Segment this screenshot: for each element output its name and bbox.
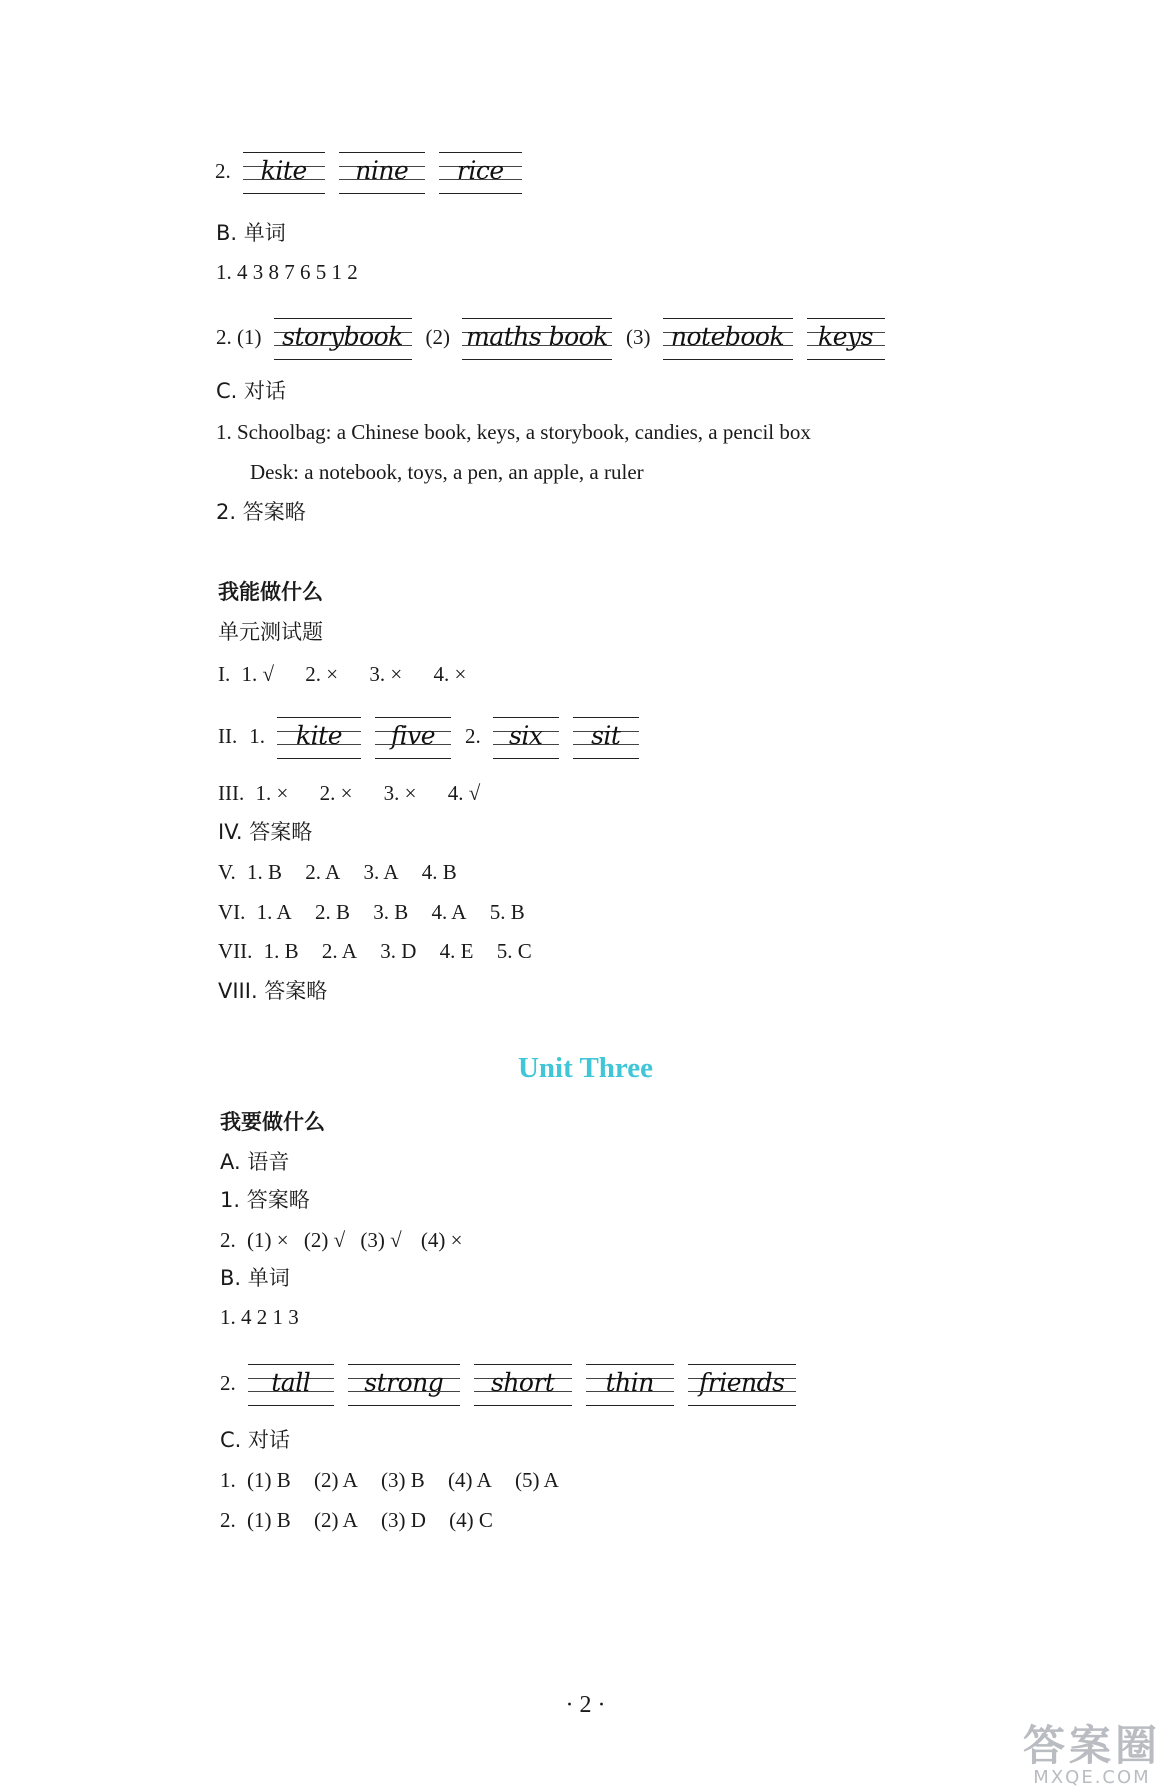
- answer-item: 1. B: [246, 860, 282, 884]
- answer-item: 1. √: [241, 662, 275, 686]
- row-label: 2.: [220, 1228, 236, 1252]
- row-label: 2.: [220, 1508, 236, 1532]
- section-title: 我能做什么: [218, 580, 323, 604]
- answer-item: 3. A: [363, 860, 399, 884]
- handwriting-row-b2: [216, 318, 899, 360]
- answer-line: Desk: a notebook, toys, a pen, an apple, a ruler: [250, 460, 644, 484]
- answer-item: (3) B: [381, 1468, 425, 1492]
- answer-item: (2) √: [303, 1228, 346, 1252]
- handwriting-word: five: [375, 717, 451, 759]
- row-label: VI.: [218, 900, 246, 924]
- handwriting-word: maths book: [462, 318, 612, 360]
- answer-line: 1. 4 3 8 7 6 5 1 2: [216, 260, 358, 284]
- row-label: 2. (1): [216, 325, 262, 349]
- answer-item: (4) C: [449, 1508, 493, 1532]
- answer-item: 4. E: [439, 939, 474, 963]
- unit-title: Unit Three: [517, 1052, 654, 1084]
- answer-line: [218, 941, 558, 962]
- answer-item: 1. A: [256, 900, 292, 924]
- section-heading: B. 单词: [220, 1266, 290, 1290]
- answer-line: [220, 1230, 488, 1251]
- handwriting-word: short: [474, 1364, 572, 1406]
- row-label: 2.: [220, 1371, 236, 1395]
- answer-line: [218, 664, 492, 685]
- answer-item: 2. A: [321, 939, 357, 963]
- handwriting-word: nine: [339, 152, 425, 194]
- answer-item: 4. A: [431, 900, 467, 924]
- answer-item: (2) A: [314, 1508, 358, 1532]
- handwriting-word: kite: [243, 152, 325, 194]
- answer-item: 4. B: [421, 860, 457, 884]
- handwriting-row-top: [215, 152, 536, 194]
- row-label: III.: [218, 781, 245, 805]
- answer-item: 3. D: [380, 939, 417, 963]
- answer-item: (5) A: [515, 1468, 559, 1492]
- row-label: 2.: [465, 724, 481, 748]
- handwriting-row-u3b2: [220, 1364, 810, 1406]
- watermark-logo: 答案圈: [1022, 1721, 1161, 1770]
- answer-item: 2. B: [314, 900, 350, 924]
- row-label: (3): [626, 325, 651, 349]
- handwriting-word: sit: [573, 717, 639, 759]
- answer-item: 3. ×: [383, 781, 417, 805]
- answer-line: [218, 902, 551, 923]
- handwriting-word: keys: [807, 318, 885, 360]
- row-label: 2.: [215, 159, 231, 183]
- answer-item: (3) √: [360, 1228, 402, 1252]
- answer-item: (4) ×: [420, 1228, 463, 1252]
- answer-item: 4. ×: [433, 662, 467, 686]
- row-label: 1.: [249, 724, 265, 748]
- row-label: VII.: [218, 939, 253, 963]
- handwriting-word: kite: [277, 717, 361, 759]
- handwriting-word: friends: [688, 1364, 796, 1406]
- page-number: · 2 ·: [565, 1692, 606, 1718]
- handwriting-word: rice: [439, 152, 522, 194]
- answer-line: 1. Schoolbag: a Chinese book, keys, a storybook, candies, a pencil box: [216, 420, 811, 444]
- answer-item: 3. ×: [369, 662, 403, 686]
- handwriting-word: strong: [348, 1364, 460, 1406]
- answer-line: 1. 答案略: [220, 1188, 310, 1212]
- row-label: I.: [218, 662, 231, 686]
- section-heading: A. 语音: [220, 1150, 290, 1174]
- answer-line: [218, 783, 506, 804]
- handwriting-word: six: [493, 717, 559, 759]
- handwriting-word: tall: [248, 1364, 334, 1406]
- answer-item: (2) A: [314, 1468, 358, 1492]
- watermark: [1022, 1721, 1161, 1788]
- answer-item: 1. ×: [255, 781, 289, 805]
- answer-item: 5. B: [489, 900, 525, 924]
- section-heading: B. 单词: [216, 221, 286, 245]
- answer-line: [220, 1510, 519, 1531]
- answer-line: 2. 答案略: [216, 500, 306, 524]
- answer-item: 5. C: [496, 939, 532, 963]
- row-label: 1.: [220, 1468, 236, 1492]
- answer-item: (4) A: [448, 1468, 492, 1492]
- handwriting-word: storybook: [274, 318, 412, 360]
- answer-item: (1) ×: [247, 1228, 289, 1252]
- answer-line: IV. 答案略: [218, 820, 313, 844]
- section-heading: C. 对话: [220, 1428, 291, 1452]
- row-label: II.: [218, 724, 238, 748]
- section-title: 单元测试题: [218, 620, 323, 644]
- answer-line: 1. 4 2 1 3: [220, 1305, 299, 1329]
- answer-item: 2. A: [305, 860, 341, 884]
- section-title: 我要做什么: [220, 1110, 325, 1134]
- answer-item: 2. ×: [305, 662, 339, 686]
- answer-item: (1) B: [247, 1468, 291, 1492]
- answer-item: 3. B: [373, 900, 409, 924]
- answer-item: (3) D: [381, 1508, 426, 1532]
- row-label: (2): [425, 325, 450, 349]
- watermark-url: MXQE.COM: [1033, 1767, 1151, 1788]
- answer-line: VIII. 答案略: [218, 979, 328, 1003]
- handwriting-word: notebook: [663, 318, 793, 360]
- section-heading: C. 对话: [216, 379, 287, 403]
- answer-item: 2. ×: [319, 781, 353, 805]
- answer-line: [220, 1470, 585, 1491]
- answer-item: 1. B: [263, 939, 299, 963]
- answer-line: [218, 862, 483, 883]
- handwriting-word: thin: [586, 1364, 674, 1406]
- handwriting-row-ii: [218, 717, 653, 759]
- row-label: V.: [218, 860, 236, 884]
- answer-item: 4. √: [447, 781, 481, 805]
- answer-item: (1) B: [247, 1508, 291, 1532]
